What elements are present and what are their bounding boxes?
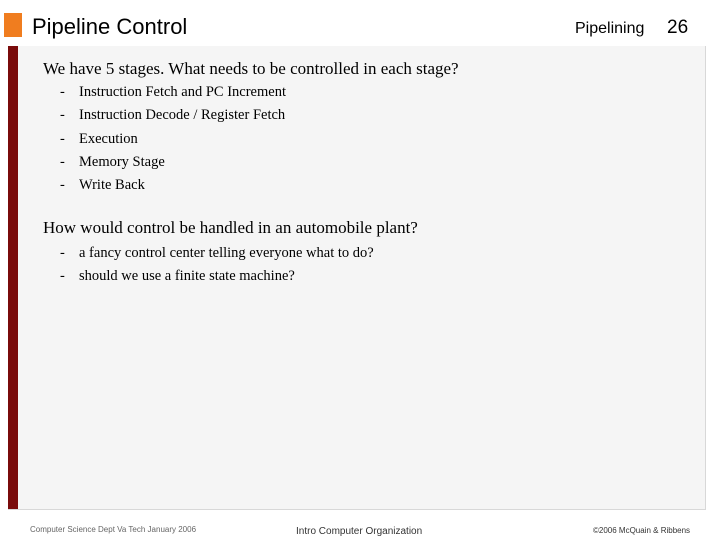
bullet-dash: -	[60, 268, 65, 285]
section-label: Pipelining	[575, 20, 645, 37]
title-accent-square	[4, 13, 22, 37]
question-automobile: How would control be handled in an automobile plant?	[43, 218, 418, 237]
page-number: 26	[667, 17, 689, 38]
bullet-dash: -	[60, 107, 65, 124]
list-item-text: Execution	[79, 130, 138, 147]
footer-course: Intro Computer Organization	[296, 526, 423, 537]
list-item	[60, 128, 286, 151]
list-item	[60, 151, 286, 174]
bullet-dash: -	[60, 130, 65, 147]
list-item-text: should we use a finite state machine?	[79, 268, 295, 285]
slide-title: Pipeline Control	[32, 14, 188, 39]
list-item	[60, 81, 286, 104]
bullet-dash: -	[60, 153, 65, 170]
list-item-text: a fancy control center telling everyone what to do?	[79, 245, 374, 261]
content-panel	[8, 46, 706, 510]
list-item-text: Instruction Decode / Register Fetch	[79, 107, 286, 124]
footer-department: Computer Science Dept Va Tech January 2006	[30, 525, 197, 534]
bullet-dash: -	[60, 245, 65, 261]
automobile-list	[60, 242, 374, 289]
question-stages: We have 5 stages. What needs to be controlled in each stage?	[43, 59, 459, 78]
list-item	[60, 265, 374, 288]
bullet-dash: -	[60, 84, 65, 100]
bullet-dash: -	[60, 177, 65, 194]
list-item	[60, 174, 286, 197]
list-item-text: Memory Stage	[79, 153, 165, 170]
list-item-text: Write Back	[79, 177, 145, 194]
list-item	[60, 242, 374, 265]
list-item	[60, 104, 286, 127]
stage-list	[60, 81, 286, 197]
content-side-bar	[8, 46, 18, 509]
list-item-text: Instruction Fetch and PC Increment	[79, 84, 286, 100]
footer-copyright: ©2006 McQuain & Ribbens	[593, 526, 691, 535]
